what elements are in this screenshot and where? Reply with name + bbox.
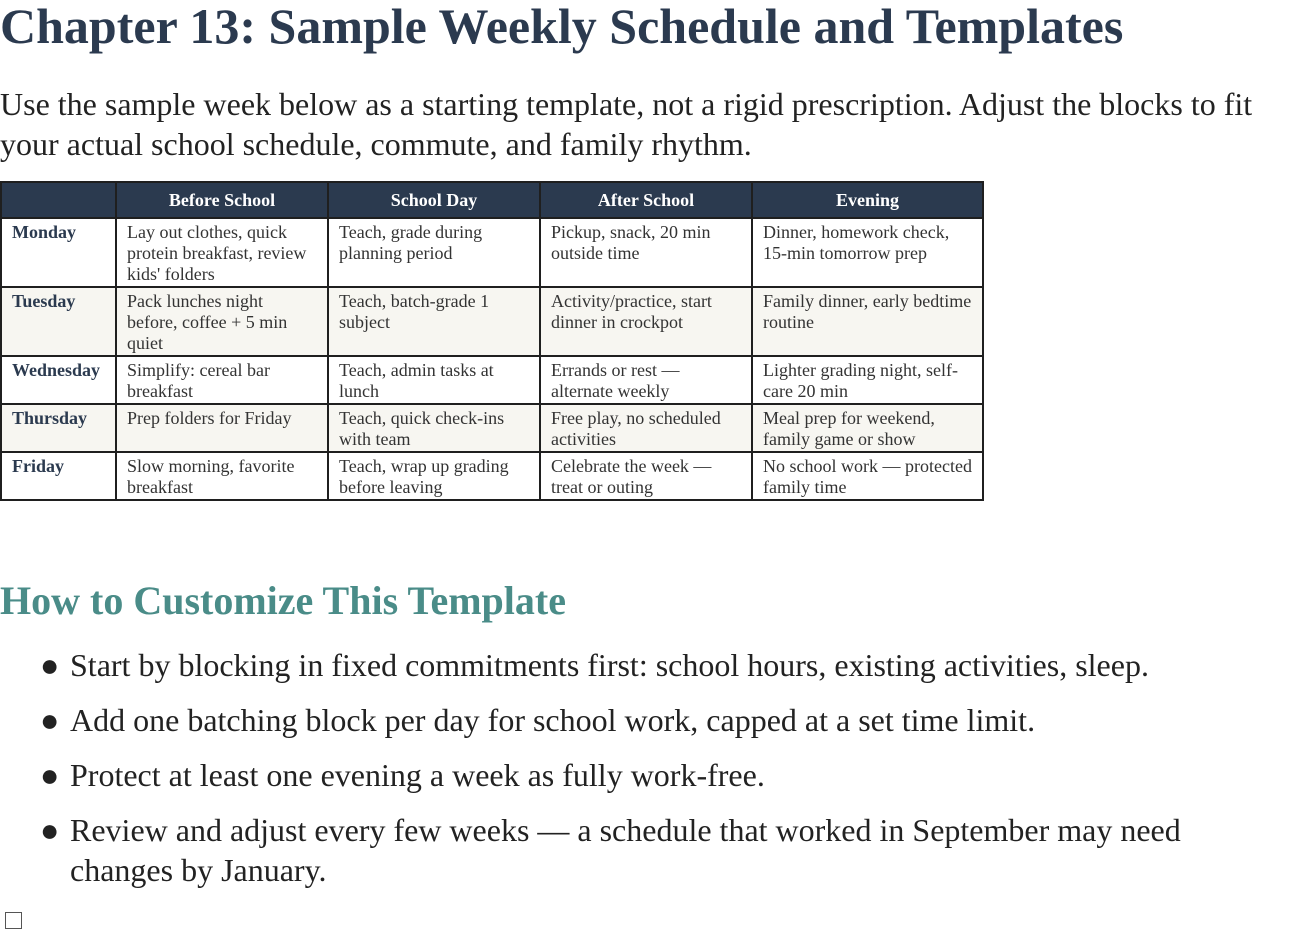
bullet-icon: ● (40, 647, 60, 683)
day-cell: Tuesday (1, 287, 116, 356)
school-day-cell: Teach, batch-grade 1 subject (328, 287, 540, 356)
evening-cell: Dinner, homework check, 15-min tomorrow prep (752, 218, 983, 287)
before-school-cell: Simplify: cereal bar breakfast (116, 356, 328, 404)
bullet-icon: ● (40, 812, 60, 848)
day-cell: Wednesday (1, 356, 116, 404)
header-evening: Evening (752, 182, 983, 218)
day-cell: Thursday (1, 404, 116, 452)
page-title: Chapter 13: Sample Weekly Schedule and Templates (0, 0, 1124, 54)
checkbox[interactable] (5, 912, 22, 929)
after-school-cell: Errands or rest — alternate weekly (540, 356, 752, 404)
tips-list (0, 645, 1290, 905)
bullet-icon: ● (40, 757, 60, 793)
after-school-cell: Activity/practice, start dinner in crockpot (540, 287, 752, 356)
table-header-row (1, 182, 983, 218)
list-item (0, 810, 1290, 890)
school-day-cell: Teach, quick check-ins with team (328, 404, 540, 452)
table-row (1, 404, 983, 452)
school-day-cell: Teach, wrap up grading before leaving (328, 452, 540, 500)
before-school-cell: Prep folders for Friday (116, 404, 328, 452)
header-before-school: Before School (116, 182, 328, 218)
table-row (1, 287, 983, 356)
intro-paragraph: Use the sample week below as a starting template, not a rigid prescription. Adjust the blocks to fit your actual school schedule, commute, and family rhythm. (0, 86, 1253, 162)
after-school-cell: Free play, no scheduled activities (540, 404, 752, 452)
list-item-text: Protect at least one evening a week as fully work-free. (70, 757, 765, 793)
evening-cell: No school work — protected family time (752, 452, 983, 500)
list-item-text: Add one batching block per day for school work, capped at a set time limit. (70, 702, 1036, 738)
before-school-cell: Slow morning, favorite breakfast (116, 452, 328, 500)
header-school-day: School Day (328, 182, 540, 218)
section-heading: How to Customize This Template (0, 578, 566, 623)
evening-cell: Meal prep for weekend, family game or show (752, 404, 983, 452)
day-cell: Monday (1, 218, 116, 287)
day-cell: Friday (1, 452, 116, 500)
before-school-cell: Lay out clothes, quick protein breakfast, review kids' folders (116, 218, 328, 287)
list-item-text: Start by blocking in fixed commitments first: school hours, existing activities, sleep. (70, 647, 1149, 683)
list-item (0, 755, 1290, 795)
list-item (0, 700, 1290, 740)
list-item (0, 645, 1290, 685)
evening-cell: Lighter grading night, self-care 20 min (752, 356, 983, 404)
header-after-school: After School (540, 182, 752, 218)
after-school-cell: Celebrate the week — treat or outing (540, 452, 752, 500)
bullet-icon: ● (40, 702, 60, 738)
list-item-text: Review and adjust every few weeks — a schedule that worked in September may need changes by January. (70, 812, 1181, 888)
school-day-cell: Teach, grade during planning period (328, 218, 540, 287)
table-row (1, 356, 983, 404)
after-school-cell: Pickup, snack, 20 min outside time (540, 218, 752, 287)
table-row (1, 218, 983, 287)
header-day (1, 182, 116, 218)
school-day-cell: Teach, admin tasks at lunch (328, 356, 540, 404)
weekly-schedule-table (0, 181, 984, 501)
evening-cell: Family dinner, early bedtime routine (752, 287, 983, 356)
before-school-cell: Pack lunches night before, coffee + 5 min quiet (116, 287, 328, 356)
table-row (1, 452, 983, 500)
